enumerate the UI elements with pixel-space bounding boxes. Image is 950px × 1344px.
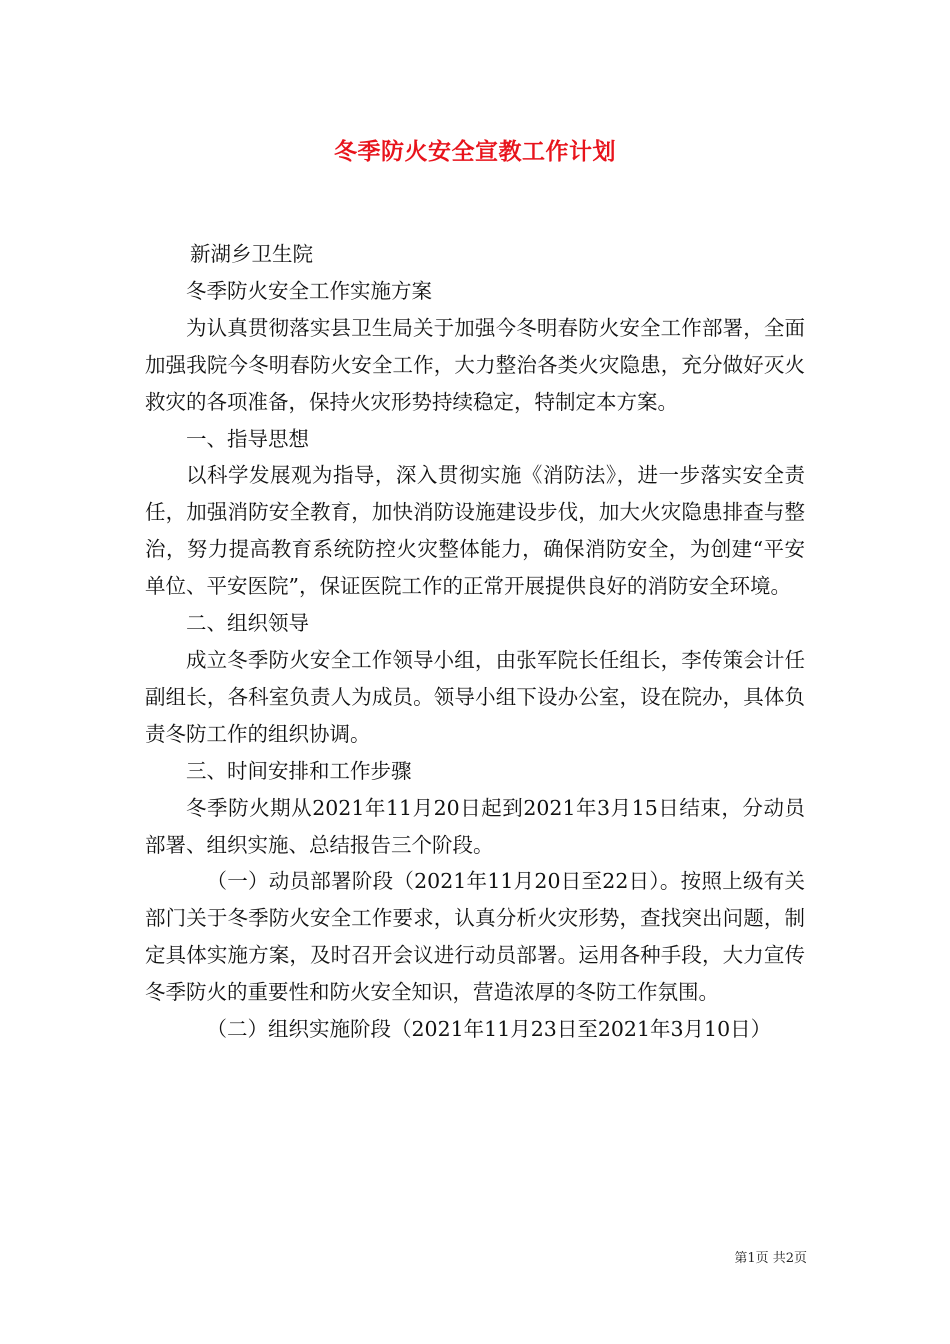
paragraph-schedule: 冬季防火期从2021年11月20日起到2021年3月15日结束，分动员部署、组织实施、总结报告三个阶段。 — [145, 795, 805, 857]
paragraph-stage-two: （二）组织实施阶段（2021年11月23日至2021年3月10日） — [206, 1017, 772, 1042]
page-number: 第1页 共2页 — [734, 1251, 807, 1266]
section-heading-leadership: 二、组织领导 — [186, 611, 309, 636]
paragraph-leadership: 成立冬季防火安全工作领导小组，由张军院长任组长，李传策会计任副组长，各科室负责人为成员。领导小组下设办公室，设在院办，具体负责冬防工作的组织协调。 — [145, 647, 805, 746]
paragraph-intro: 为认真贯彻落实县卫生局关于加强今冬明春防火安全工作部署，全面加强我院今冬明春防火安全工作，大力整治各类火灾隐患，充分做好灭火救灾的各项准备，保持火灾形势持续稳定，特制定本方案。 — [145, 315, 805, 414]
paragraph-organization: 新湖乡卫生院 — [190, 242, 313, 266]
paragraph-guiding-ideology: 以科学发展观为指导，深入贯彻实施《消防法》，进一步落实安全责任，加强消防安全教育，加快消防设施建设步伐，加大火灾隐患排查与整治，努力提高教育系统防控火灾整体能力，确保消防安全，为创建“平安单位、平安医院”，保证医院工作的正常开展提供良好的消防安全环境。 — [145, 463, 805, 599]
paragraph-stage-one: （一）动员部署阶段（2021年11月20日至22日）。按照上级有关部门关于冬季防火安全工作要求，认真分析火灾形势，查找突出问题，制定具体实施方案，及时召开会议进行动员部署。运用各种手段，大力宣传冬季防火的重要性和防火安全知识，营造浓厚的冬防工作氛围。 — [145, 869, 805, 1005]
document-title: 冬季防火安全宣教工作计划 — [334, 138, 616, 165]
section-heading-schedule: 三、时间安排和工作步骤 — [186, 758, 412, 783]
section-heading-guiding-ideology: 一、指导思想 — [186, 426, 309, 451]
document-body — [145, 236, 805, 1048]
paragraph-plan-name: 冬季防火安全工作实施方案 — [186, 278, 432, 303]
